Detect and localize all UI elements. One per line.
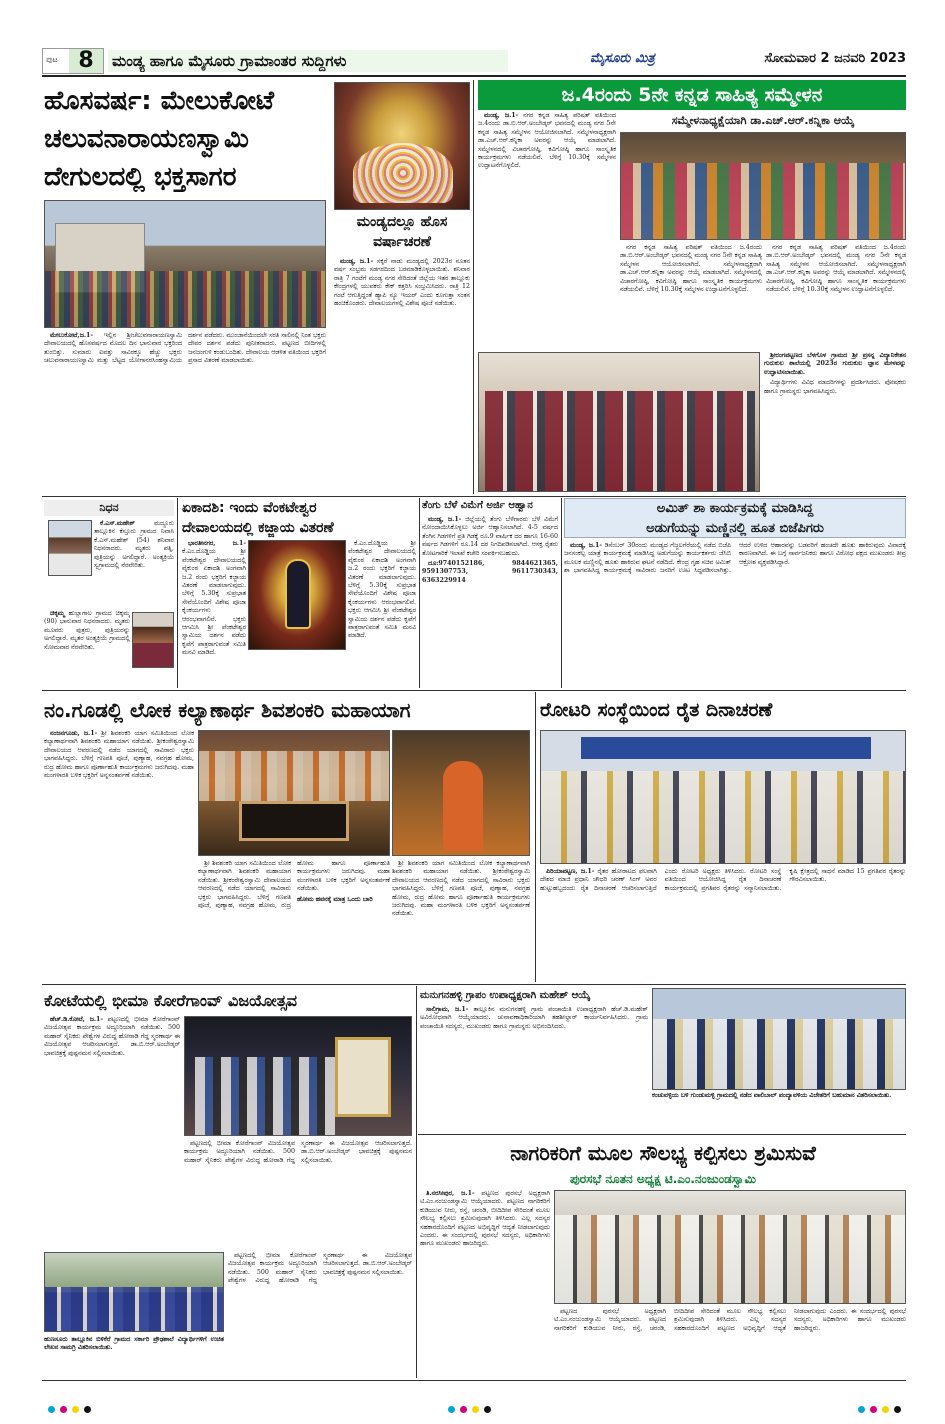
sahitya-subheadline: ಸಮ್ಮೇಳನಾಧ್ಯಕ್ಷೆಯಾಗಿ ಡಾ.ಎಚ್.ಆರ್.ಕನ್ನಿಕಾ ಆಯ್ಕೆ <box>671 114 855 127</box>
sahitya-body-cont2 <box>766 244 906 350</box>
row-rule-2 <box>42 690 906 691</box>
swamiji-figure-shape <box>443 761 483 851</box>
bhima-koregaon-body <box>44 1016 180 1248</box>
melukote-headline-line3: ದೇಗುಲದಲ್ಲಿ ಭಕ್ತಸಾಗರ <box>44 162 237 192</box>
ekadashi-headline <box>182 498 418 538</box>
sahitya-people-shape <box>621 163 906 240</box>
town-council-subheadline: ಪುರಸಭೆ ನೂತನ ಅಧ್ಯಕ್ಷ ಟಿ.ಎಂ.ನಂಜುಂಡಸ್ವಾಮಿ <box>570 1172 756 1186</box>
obituary-photo-2 <box>132 612 174 668</box>
coconut-dateline: ಮಂಡ್ಯ, ಜ.1- <box>428 516 462 523</box>
bhima-koregaon-body-3 <box>228 1252 412 1376</box>
swamiji-photo <box>392 730 530 856</box>
school-photo <box>44 1252 224 1332</box>
mandya-newyear-body <box>334 258 470 492</box>
students-shape <box>485 391 755 491</box>
town-council-photo <box>554 1190 906 1304</box>
ekadashi-body-right-text: ಕೆ.ಎಂ.ದೊಡ್ಡಿಯ ಶ್ರೀ ವೆಂಕಟೇಶ್ವರ ದೇವಾಲಯದಲ್ಲಿ ವೈಕುಂಠ ಏಕಾದಶಿ ಅಂಗವಾಗಿ ಜ.2 ರಂದು ಭಕ್ತರಿಗೆ ಕಜ್ಜಾಯ ವಿತರಣೆ ಮಾಡಲಾಗುವುದು. ಬೆಳಿಗ್ಗೆ 5.30ಕ್ಕೆ ಸುಪ್ರಭಾತ ಸೇವೆಯೊಂದಿಗೆ ವಿಶೇಷ ಪೂಜಾ ಕೈಂಕರ್ಯಗಳು ಆರಂಭವಾಗಲಿವೆ. ಭಕ್ತರು ಆಗಮಿಸಿ ಶ್ರೀ ವೆಂಕಟೇಶ್ವರ ಸ್ವಾಮಿಯ ದರ್ಶನ ಪಡೆದು ಕೃಪೆಗೆ ಪಾತ್ರರಾಗುವಂತೆ ಸಮಿತಿ ಮನವಿ ಮಾಡಿದೆ. <box>348 540 416 640</box>
portrait-frame-shape <box>335 1037 391 1117</box>
priests-shape <box>199 751 390 801</box>
shivashankari-subhead: ಹೋಮ ಹವನಕ್ಕೆ ಮಾತ್ರ ಒಂದು ಬಾರಿ <box>297 895 373 903</box>
shivashankari-body-text: ಶ್ರೀ ಶಿವಶಂಕರಿ ಯಾಗ ಸಮಿತಿಯಿಂದ ಲೋಕ ಕಲ್ಯಾಣಾರ್ಥವಾಗಿ ಶಿವಶಂಕರಿ ಮಹಾಯಾಗ ನಡೆಯಿತು. ಶ್ರೀಕಂಠೇಶ್ವರಸ್ವಾಮಿ ದೇವಾಲಯದ ಆವರಣದಲ್ಲಿ ನಡೆದ ಯಾಗದಲ್ಲಿ ಸಾವಿರಾರು ಭಕ್ತರು ಭಾಗವಹಿಸಿದ್ದರು. ಬೆಳಿಗ್ಗೆ ಗಣಪತಿ ಪೂಜೆ, ಪುಣ್ಯಾಹ, ನವಗ್ರಹ ಹೋಮ, ರುದ್ರ ಹೋಮ ಹಾಗೂ ಪೂರ್ಣಾಹುತಿ ಕಾರ್ಯಕ್ರಮಗಳು ಜರುಗಿದವು. ಮಹಾ ಮಂಗಳಾರತಿ ಬಳಿಕ ಭಕ್ತರಿಗೆ ಅನ್ನಸಂತರ್ಪಣೆ ನಡೆಯಿತು. <box>44 730 194 780</box>
sahitya-body-cont <box>620 244 762 350</box>
mandya-newyear-headline-line2: ವರ್ಷಾಚರಣೆ <box>373 234 431 250</box>
registration-dot-black-right <box>894 1406 901 1413</box>
bhima-koregaon-headline: ಕೋಟೆಯಲ್ಲಿ ಭೀಮಾ ಕೋರೆಗಾಂವ್ ವಿಜಯೋತ್ಸವ <box>44 991 298 1010</box>
amit-shah-body <box>564 542 906 688</box>
shivashankari-body-mid-text: ಶ್ರೀ ಶಿವಶಂಕರಿ ಯಾಗ ಸಮಿತಿಯಿಂದ ಲೋಕ ಕಲ್ಯಾಣಾರ್ಥವಾಗಿ ಶಿವಶಂಕರಿ ಮಹಾಯಾಗ ನಡೆಯಿತು. ಶ್ರೀಕಂಠೇಶ್ವರಸ್ವಾಮಿ ದೇವಾಲಯದ ಆವರಣದಲ್ಲಿ ನಡೆದ ಯಾಗದಲ್ಲಿ ಸಾವಿರಾರು ಭಕ್ತರು ಭಾಗವಹಿಸಿದ್ದರು. ಬೆಳಿಗ್ಗೆ ಗಣಪತಿ ಪೂಜೆ, ಪುಣ್ಯಾಹ, ನವಗ್ರಹ ಹೋಮ, ರುದ್ರ ಹೋಮ ಹಾಗೂ ಪೂರ್ಣಾಹುತಿ ಕಾರ್ಯಕ್ರಮಗಳು ಜರುಗಿದವು. ಮಹಾ ಮಂಗಳಾರತಿ ಬಳಿಕ ಭಕ್ತರಿಗೆ ಅನ್ನಸಂತರ್ಪಣೆ ನಡೆಯಿತು. <box>198 860 390 910</box>
town-council-body-2-text: ಪಟ್ಟಣದ ಪುರಸಭೆ ಅಧ್ಯಕ್ಷರಾಗಿ ಟಿ.ಎಂ.ನಂಜುಂಡಸ್ವಾಮಿ ಆಯ್ಕೆಯಾದರು. ಪಟ್ಟಣದ ನಾಗರಿಕರಿಗೆ ಕುಡಿಯುವ ನೀರು, ರಸ್ತೆ, ಚರಂಡಿ, ಬೀದಿದೀಪ ಸೇರಿದಂತೆ ಮೂಲ ಸೌಲಭ್ಯ ಕಲ್ಪಿಸಲು ಶ್ರಮಿಸುವುದಾಗಿ ತಿಳಿಸಿದರು. ಎಲ್ಲ ಸದಸ್ಯರ ಸಹಕಾರದೊಂದಿಗೆ ಪಟ್ಟಣದ ಅಭಿವೃದ್ಧಿಗೆ ಆದ್ಯತೆ ನೀಡಲಾಗುವುದು ಎಂದರು. ಈ ಸಂದರ್ಭದಲ್ಲಿ ಪುರಸಭೆ ಸದಸ್ಯರು, ಅಧಿಕಾರಿಗಳು ಹಾಗೂ ಮುಖಂಡರು ಹಾಜರಿದ್ದರು. <box>554 1308 906 1332</box>
yaga-photo <box>198 730 390 856</box>
amit-shah-dateline: ಮಂಡ್ಯ, ಜ.1- <box>570 542 603 549</box>
amit-shah-headline-line1: ಅಮಿತ್ ಶಾ ಕಾರ್ಯಕ್ರಮಕ್ಕೆ ಮಾಡಿಸಿದ್ದ <box>656 501 814 516</box>
mandya-newyear-headline-line1: ಮಂಡ್ಯದಲ್ಲೂ ಹೊಸ <box>356 214 448 230</box>
melukote-body <box>44 332 326 492</box>
registration-dot-magenta-left <box>60 1406 67 1413</box>
obituary-name-2: ಚಿಕ್ಕಮ್ಮ <box>50 610 65 617</box>
page-header <box>42 48 906 74</box>
header-rule <box>42 75 906 77</box>
bhima-koregaon-body-2 <box>184 1140 412 1248</box>
registration-dot-black-left <box>84 1406 91 1413</box>
school-caption <box>44 1336 224 1376</box>
ekadashi-body-left <box>182 540 246 688</box>
obituary-body-1: ಮದ್ದೂರು ತಾಲ್ಲೂಕಿನ ಕೆಸ್ತೂರು ಗ್ರಾಮದ ನಿವಾಸಿ ಕೆ.ಎಸ್.ಮಹೇಶ್ (54) ಶನಿವಾರ ನಿಧನರಾದರು. ಮೃತರು ಪತ್ನಿ, ಪುತ್ರಿಯನ್ನು ಅಗಲಿದ್ದಾರೆ. ಅಂತ್ಯಕ್ರಿಯೆ ಸ್ವಗ್ರಾಮದಲ್ಲಿ ನೆರವೇರಿತು. <box>94 520 174 570</box>
shivashankari-body-mid <box>198 860 390 980</box>
town-council-body-text: ಪಟ್ಟಣದ ಪುರಸಭೆ ಅಧ್ಯಕ್ಷರಾಗಿ ಟಿ.ಎಂ.ನಂಜುಂಡಸ್ವಾಮಿ ಆಯ್ಕೆಯಾದರು. ಪಟ್ಟಣದ ನಾಗರಿಕರಿಗೆ ಕುಡಿಯುವ ನೀರು, ರಸ್ತೆ, ಚರಂಡಿ, ಬೀದಿದೀಪ ಸೇರಿದಂತೆ ಮೂಲ ಸೌಲಭ್ಯ ಕಲ್ಪಿಸಲು ಶ್ರಮಿಸುವುದಾಗಿ ತಿಳಿಸಿದರು. ಎಲ್ಲ ಸದಸ್ಯರ ಸಹಕಾರದೊಂದಿಗೆ ಪಟ್ಟಣದ ಅಭಿವೃದ್ಧಿಗೆ ಆದ್ಯತೆ ನೀಡಲಾಗುವುದು ಎಂದರು. ಈ ಸಂದರ್ಭದಲ್ಲಿ ಪುರಸಭೆ ಸದಸ್ಯರು, ಅಧಿಕಾರಿಗಳು ಹಾಗೂ ಮುಖಂಡರು ಹಾಜರಿದ್ದರು. <box>420 1190 550 1248</box>
shivashankari-body-right-text: ಶ್ರೀ ಶಿವಶಂಕರಿ ಯಾಗ ಸಮಿತಿಯಿಂದ ಲೋಕ ಕಲ್ಯಾಣಾರ್ಥವಾಗಿ ಶಿವಶಂಕರಿ ಮಹಾಯಾಗ ನಡೆಯಿತು. ಶ್ರೀಕಂಠೇಶ್ವರಸ್ವಾಮಿ ದೇವಾಲಯದ ಆವರಣದಲ್ಲಿ ನಡೆದ ಯಾಗದಲ್ಲಿ ಸಾವಿರಾರು ಭಕ್ತರು ಭಾಗವಹಿಸಿದ್ದರು. ಬೆಳಿಗ್ಗೆ ಗಣಪತಿ ಪೂಜೆ, ಪುಣ್ಯಾಹ, ನವಗ್ರಹ ಹೋಮ, ರುದ್ರ ಹೋಮ ಹಾಗೂ ಪೂರ್ಣಾಹುತಿ ಕಾರ್ಯಕ್ರಮಗಳು ಜರುಗಿದವು. ಮಹಾ ಮಂಗಳಾರತಿ ಬಳಿಕ ಭಕ್ತರಿಗೆ ಅನ್ನಸಂತರ್ಪಣೆ ನಡೆಯಿತು. <box>392 860 530 918</box>
mandya-newyear-body-text: ಸಕ್ಕರೆ ನಾಡು ಮಂಡ್ಯದಲ್ಲಿ 2023ರ ನೂತನ ವರ್ಷ ಸಂಭ್ರಮ ಸಡಗರದಿಂದ ಬರಮಾಡಿಕೊಳ್ಳಲಾಯಿತು. ಶನಿವಾರ ರಾತ್ರಿ 7 ಗಂಟೆಗೆ ಮಂಡ್ಯ ನಗರ ಸೇರಿದಂತೆ ಜಿಲ್ಲೆಯ ಇತರ ತಾಲ್ಲೂಕು ಕೇಂದ್ರಗಳಲ್ಲಿ ಯುವಕರು ಕೇಕ್ ಕತ್ತರಿಸಿ ಸಂಭ್ರಮಿಸಿದರು. ರಾತ್ರಿ 12 ಗಂಟೆ ಆಗುತ್ತಿದ್ದಂತೆ ಹ್ಯಾಪಿ ನ್ಯೂ ಇಯರ್ ಎಂದು ಕೂಗುತ್ತಾ ಸಂತಸ ಹಂಚಿಕೊಂಡರು. ದೇವಾಲಯಗಳಲ್ಲಿ ವಿಶೇಷ ಪೂಜೆ ನಡೆಯಿತು. <box>334 258 470 308</box>
column-rule-6 <box>416 986 417 1378</box>
flower-garland-shape <box>353 143 453 203</box>
obituary-name-1: ಕೆ.ಎಸ್.ಮಹೇಶ್ <box>100 520 135 527</box>
rotary-body-text: ರೈತರ ಹೋರಾಟದ ಫಲವಾಗಿ ದೇಶದ ಮಾಜಿ ಪ್ರಧಾನಿ ಚೌಧರಿ ಚರಣ್ ಸಿಂಗ್ ಅವರ ಹುಟ್ಟುಹಬ್ಬದಂದು ರೈತ ದಿನಾಚರಣೆ ಆಚರಿಸಲಾಗುತ್ತಿದೆ ಎಂದು ರೋಟರಿ ಅಧ್ಯಕ್ಷರು ತಿಳಿಸಿದರು. ರೋಟರಿ ಸಂಸ್ಥೆ ವತಿಯಿಂದ ಆಯೋಜಿಸಿದ್ದ ರೈತ ದಿನಾಚರಣೆ ಕಾರ್ಯಕ್ರಮದಲ್ಲಿ ಪ್ರಗತಿಪರ ರೈತರನ್ನು ಸನ್ಮಾನಿಸಲಾಯಿತು. ಕೃಷಿ ಕ್ಷೇತ್ರದಲ್ಲಿ ಸಾಧನೆ ಮಾಡಿದ 15 ಪ್ರಗತಿಪರ ರೈತರನ್ನು ಗೌರವಿಸಲಾಯಿತು. <box>540 868 906 892</box>
amit-shah-body-text: ಡಿಸೆಂಬರ್ 30ರಂದು ಮಂಡ್ಯದ ಗೆಜ್ಜಲಗೆರೆಯಲ್ಲಿ ನಡೆದ ಬಿಜೆಪಿ ಜನಸಂಕಲ್ಪ ಯಾತ್ರೆ ಕಾರ್ಯಕ್ರಮಕ್ಕೆ ಮಾಡಿಸಿದ್ದ ಅಡುಗೆಯನ್ನು ಕಾರ್ಯಕರ್ತರು ಜೆಸಿಬಿ ಮೂಲಕ ಮಣ್ಣಿನಲ್ಲಿ ಹೂತು ಹಾಕಿರುವ ಘಟನೆ ನಡೆದಿದೆ. ಕೇಂದ್ರ ಗೃಹ ಸಚಿವ ಅಮಿತ್ ಶಾ ಭಾಗವಹಿಸಿದ್ದ ಕಾರ್ಯಕ್ರಮಕ್ಕೆ ಸಾವಿರಾರು ಜನರಿಗೆ ಊಟ ಸಿದ್ಧಪಡಿಸಲಾಗಿತ್ತು. ಆದರೆ ಉಳಿದ ಆಹಾರವನ್ನು ಬಡವರಿಗೆ ಹಂಚದೇ ಹೂತು ಹಾಕಿರುವುದು ವಿವಾದಕ್ಕೆ ಕಾರಣವಾಗಿದೆ. ಈ ಬಗ್ಗೆ ಸಾರ್ವಜನಿಕರು ಹಾಗೂ ವಿರೋಧ ಪಕ್ಷದ ಮುಖಂಡರು ತೀವ್ರ ಆಕ್ರೋಶ ವ್ಯಕ್ತಪಡಿಸಿದ್ದಾರೆ. <box>564 542 906 575</box>
registration-dot-magenta-right <box>870 1406 877 1413</box>
volleyball-photo <box>652 988 906 1090</box>
coconut-body-text: ಜಿಲ್ಲೆಯಲ್ಲಿ ತೆಂಗು ಬೆಳೆಗಾರರು ಬೆಳೆ ವಿಮೆಗೆ ನೋಂದಾಯಿಸಿಕೊಳ್ಳಲು ಅರ್ಜಿ ಆಹ್ವಾನಿಸಲಾಗಿದೆ. 4-5 ವರ್ಷದ ತೆಂಗಿನ ಗಿಡಗಳಿಗೆ ಪ್ರತಿ ಗಿಡಕ್ಕೆ ರೂ.9 ವಾರ್ಷಿಕ ದರ ಹಾಗೂ 16-60 ವರ್ಷದ ಗಿಡಗಳಿಗೆ ರೂ.14 ದರ ನಿಗದಿಪಡಿಸಲಾಗಿದೆ. ಆಸಕ್ತ ರೈತರು ತೋಟಗಾರಿಕೆ ಇಲಾಖೆ ಕಚೇರಿ ಸಂಪರ್ಕಿಸಬಹುದು. <box>422 516 558 557</box>
volleyball-caption-text: ಕಂಚುವಳ್ಳಿಯ ಬಳಿ ಗುಂಡುಮಳ್ಳಿ ಗ್ರಾಮದಲ್ಲಿ ನಡೆದ ವಾಲಿಬಾಲ್ ಪಂದ್ಯಾವಳಿಯ ವಿಜೇತರಿಗೆ ಬಹುಮಾನ ವಿತರಿಸಲಾಯಿತು. <box>652 1092 892 1099</box>
manugonahalli-dateline: ಸಾಲಿಗ್ರಾಮ, ಜ.1- <box>426 1006 469 1013</box>
farmers-shape <box>541 771 906 864</box>
bhima-koregaon-body-2-text: ಪಟ್ಟಣದಲ್ಲಿ ಭೀಮಾ ಕೋರೆಗಾಂವ್ ವಿಜಯೋತ್ಸವ ಕಾರ್ಯಕ್ರಮ ಅದ್ದೂರಿಯಾಗಿ ನಡೆಯಿತು. 500 ಮಹಾರ್ ಸೈನಿಕರು ಪೇಶ್ವೆಗಳ ವಿರುದ್ಧ ಹೋರಾಡಿ ಗೆದ್ದ ಸ್ಮರಣಾರ್ಥ ಈ ವಿಜಯೋತ್ಸವ ಆಚರಿಸಲಾಗುತ್ತದೆ. ಡಾ.ಬಿ.ಆರ್.ಅಂಬೇಡ್ಕರ್ ಭಾವಚಿತ್ರಕ್ಕೆ ಪುಷ್ಪನಮನ ಸಲ್ಲಿಸಲಾಯಿತು. <box>184 1140 412 1164</box>
coconut-body <box>422 516 558 688</box>
column-rule-2 <box>177 498 178 688</box>
players-shape <box>653 1019 906 1090</box>
rotary-banner-shape <box>581 737 871 759</box>
melukote-body-text: ಇಲ್ಲಿನ ಶ್ರೀಚೆಲುವನಾರಾಯಣಸ್ವಾಮಿ ದೇವಾಲಯದಲ್ಲಿ ಹೊಸವರ್ಷದ ಮೊದಲ ದಿನ ಭಾನುವಾರ ಭಕ್ತರಿಂದ ತುಂಬಿತ್ತು. ಸುಮಾರು ಐವತ್ತು ಸಾವಿರಕ್ಕೂ ಹೆಚ್ಚು ಭಕ್ತರು ಚಲುವನಾರಾಯಣಸ್ವಾಮಿ ಮತ್ತು ಬೆಟ್ಟದ ಯೋಗಾನರಸಿಂಹಸ್ವಾಮಿಯ ದರ್ಶನ ಪಡೆದರು. ಮುಂಜಾನೆಯಿಂದಲೇ ಸರತಿ ಸಾಲಿನಲ್ಲಿ ನಿಂತ ಭಕ್ತರು ದೇವರ ದರ್ಶನ ಪಡೆದು ಪುನೀತರಾದರು. ಪಟ್ಟಣದ ಬೀದಿಗಳಲ್ಲಿ ಜನಜಂಗುಳಿ ಕಂಡುಬಂದಿತು. ದೇವಾಲಯ ಆಡಳಿತ ವತಿಯಿಂದ ಭಕ್ತರಿಗೆ ಪ್ರಸಾದ ವಿತರಣೆ ಮಾಡಲಾಯಿತು. <box>44 332 326 365</box>
column-rule-3 <box>419 498 420 688</box>
page-number: 8 <box>69 48 103 74</box>
school-caption-text: ಹುಣಸೂರು ತಾಲ್ಲೂಕಿನ ಬಿಳಿಕೆರೆ ಗ್ರಾಮದ ಸರ್ಕಾರಿ ಪ್ರೌಢಶಾಲೆ ವಿದ್ಯಾರ್ಥಿಗಳಿಗೆ ಉಚಿತ ಲೇಖನ ಸಾಮಗ್ರಿ ವಿತರಿಸಲಾಯಿತು. <box>44 1336 224 1352</box>
gurukula-photo <box>478 352 760 492</box>
fire-pit-shape <box>239 801 349 841</box>
manugonahalli-body-text: ತಾಲ್ಲೂಕಿನ ಮನುಗನಹಳ್ಳಿ ಗ್ರಾಮ ಪಂಚಾಯಿತಿ ಉಪಾಧ್ಯಕ್ಷರಾಗಿ ಹೆಚ್.ಡಿ.ಮಹೇಶ್ ಅವಿರೋಧವಾಗಿ ಆಯ್ಕೆಯಾದರು. ಚುನಾವಣಾಧಿಕಾರಿಯಾಗಿ ತಹಶೀಲ್ದಾರ್ ಕಾರ್ಯನಿರ್ವಹಿಸಿದರು. ಗ್ರಾಮ ಪಂಚಾಯಿತಿ ಸದಸ್ಯರು, ಮುಖಂಡರು ಹಾಗೂ ಗ್ರಾಮಸ್ಥರು ಅಭಿನಂದಿಸಿದರು. <box>420 1006 648 1030</box>
column-rule-5 <box>535 692 536 982</box>
guests-shape <box>195 1057 335 1136</box>
registration-dot-yellow-left <box>72 1406 79 1413</box>
registration-dot-magenta-mid <box>460 1406 467 1413</box>
page-number-badge <box>42 48 104 74</box>
manugonahalli-body <box>420 1006 648 1132</box>
shivashankari-body-right <box>392 860 530 980</box>
deity-figure-shape <box>285 559 311 629</box>
sahitya-group-photo <box>620 132 906 240</box>
registration-dot-cyan-right <box>858 1406 865 1413</box>
ekadashi-body-right <box>348 540 416 688</box>
councillors-shape <box>555 1215 906 1304</box>
obituary-2 <box>44 610 130 688</box>
rotary-photo <box>540 730 906 864</box>
issue-date: ಸೋಮವಾರ 2 ಜನವರಿ 2023 <box>764 51 906 66</box>
obituary-heading: ನಿಧನ <box>44 500 174 516</box>
srirangapatna-caption <box>764 352 906 492</box>
sahitya-dateline: ಮಂಡ್ಯ, ಜ.1- <box>484 112 519 119</box>
masthead: ಮೈಸೂರು ಮಿತ್ರ <box>590 51 655 66</box>
registration-dot-cyan-mid <box>448 1406 455 1413</box>
melukote-headline-line1: ಹೊಸವರ್ಷ: ಮೇಲುಕೋಟೆ <box>44 86 274 116</box>
volleyball-caption <box>652 1092 906 1132</box>
registration-dot-yellow-right <box>882 1406 889 1413</box>
amit-shah-headline-box <box>564 498 906 538</box>
manugonahalli-headline: ಮನುಗನಹಳ್ಳಿ ಗ್ರಾಪಂ ಉಪಾಧ್ಯಕ್ಷರಾಗಿ ಮಹೇಶ್ ಆಯ್ಕೆ <box>420 990 591 1001</box>
bhima-koregaon-body-text: ಪಟ್ಟಣದಲ್ಲಿ ಭೀಮಾ ಕೋರೆಗಾಂವ್ ವಿಜಯೋತ್ಸವ ಕಾರ್ಯಕ್ರಮ ಅದ್ದೂರಿಯಾಗಿ ನಡೆಯಿತು. 500 ಮಹಾರ್ ಸೈನಿಕರು ಪೇಶ್ವೆಗಳ ವಿರುದ್ಧ ಹೋರಾಡಿ ಗೆದ್ದ ಸ್ಮರಣಾರ್ಥ ಈ ವಿಜಯೋತ್ಸವ ಆಚರಿಸಲಾಗುತ್ತದೆ. ಡಾ.ಬಿ.ಆರ್.ಅಂಬೇಡ್ಕರ್ ಭಾವಚಿತ್ರಕ್ಕೆ ಪುಷ್ಪನಮನ ಸಲ್ಲಿಸಲಾಯಿತು. <box>44 1016 180 1057</box>
obituary-1 <box>94 520 174 610</box>
koregaon-event-photo <box>184 1016 412 1136</box>
shivashankari-body-left <box>44 730 194 980</box>
crowd-shape <box>45 271 326 328</box>
amit-shah-headline-line2: ಅಡುಗೆಯನ್ನು ಮಣ್ಣಿನಲ್ಲಿ ಹೂತ ಬಿಜೆಪಿಗರು <box>646 521 824 536</box>
sahitya-body-text: ನಗರ ಕನ್ನಡ ಸಾಹಿತ್ಯ ಪರಿಷತ್ ವತಿಯಿಂದ ಜ.4ರಂದು ಡಾ.ಬಿ.ಆರ್.ಅಂಬೇಡ್ಕರ್ ಭವನದಲ್ಲಿ ಮಂಡ್ಯ ನಗರ 5ನೇ ಕನ್ನಡ ಸಾಹಿತ್ಯ ಸಮ್ಮೇಳನ ಆಯೋಜಿಸಲಾಗಿದೆ. ಸಮ್ಮೇಳನಾಧ್ಯಕ್ಷರಾಗಿ ಡಾ.ಎಚ್.ಆರ್.ಕನ್ನಿಕಾ ಅವರನ್ನು ಆಯ್ಕೆ ಮಾಡಲಾಗಿದೆ. ಸಮ್ಮೇಳನದಲ್ಲಿ ವಿಚಾರಗೋಷ್ಠಿ, ಕವಿಗೋಷ್ಠಿ ಹಾಗೂ ಸಾಂಸ್ಕೃತಿಕ ಕಾರ್ಯಕ್ರಮಗಳು ನಡೆಯಲಿವೆ. ಬೆಳಿಗ್ಗೆ 10.30ಕ್ಕೆ ಸಮ್ಮೇಳನ ಉದ್ಘಾಟನೆಗೊಳ್ಳಲಿದೆ. <box>478 112 616 170</box>
melukote-headline-line2: ಚಲುವನಾರಾಯಣಸ್ವಾಮಿ <box>44 124 249 154</box>
srirangapatna-body-text: ವಿದ್ಯಾರ್ಥಿಗಳು ವಿವಿಧ ಮಾದರಿಗಳನ್ನು ಪ್ರದರ್ಶಿಸಿದರು. ಪೋಷಕರು ಹಾಗೂ ಗ್ರಾಮಸ್ಥರು ಭಾಗವಹಿಸಿದ್ದರು. <box>764 379 906 395</box>
venkateshwara-photo <box>248 540 346 650</box>
coconut-phones: ದೂ:9740152186, 9844621365, 9591307753, 9611730343, 6363229914 <box>422 560 558 584</box>
shivashankari-headline: ನಂ.ಗೂಡಲ್ಲಿ ಲೋಕ ಕಲ್ಯಾಣಾರ್ಥ ಶಿವಶಂಕರಿ ಮಹಾಯಾಗ <box>44 698 411 722</box>
ekadashi-headline-line2: ದೇವಾಲಯದಲ್ಲಿ ಕಜ್ಜಾಯ ವಿತರಣೆ <box>182 520 334 536</box>
srirangapatna-caption-text: ಶ್ರೀರಂಗಪಟ್ಟಣದ ಬೆಳಗೊಳ ಗ್ರಾಮದ ಶ್ರೀ ಪ್ರಸನ್ನ ವಿದ್ಯಾನಿಕೇತನ ಗುರುಕುಲ ಶಾಲೆಯಲ್ಲಿ 2023ರ ಗುರುಕುಲ ಜ್ಞಾನ ಮೇಳವನ್ನು ಉದ್ಘಾಟಿಸಲಾಯಿತು. <box>764 352 906 376</box>
students-row-shape <box>45 1287 224 1332</box>
rotary-dateline: ಪಿರಿಯಾಪಟ್ಟಣ, ಜ.1- <box>546 868 595 875</box>
mandya-newyear-dateline: ಮಂಡ್ಯ, ಜ.1- <box>340 258 374 265</box>
ekadashi-dateline: ಭಾರತೀನಗರ, ಜ.1- <box>188 540 246 547</box>
shivashankari-dateline: ನಂಜನಗೂಡು, ಜ.1- <box>50 730 98 737</box>
bhima-koregaon-body-3-text: ಪಟ್ಟಣದಲ್ಲಿ ಭೀಮಾ ಕೋರೆಗಾಂವ್ ವಿಜಯೋತ್ಸವ ಕಾರ್ಯಕ್ರಮ ಅದ್ದೂರಿಯಾಗಿ ನಡೆಯಿತು. 500 ಮಹಾರ್ ಸೈನಿಕರು ಪೇಶ್ವೆಗಳ ವಿರುದ್ಧ ಹೋರಾಡಿ ಗೆದ್ದ ಸ್ಮರಣಾರ್ಥ ಈ ವಿಜಯೋತ್ಸವ ಆಚರಿಸಲಾಗುತ್ತದೆ. ಡಾ.ಬಿ.ಆರ್.ಅಂಬೇಡ್ಕರ್ ಭಾವಚಿತ್ರಕ್ಕೆ ಪುಷ್ಪನಮನ ಸಲ್ಲಿಸಲಾಯಿತು. <box>228 1252 412 1285</box>
rotary-headline: ರೋಟರಿ ಸಂಸ್ಥೆಯಿಂದ ರೈತ ದಿನಾಚರಣೆ <box>540 699 773 721</box>
registration-dot-yellow-mid <box>472 1406 479 1413</box>
ekadashi-body-text: ಕೆ.ಎಂ.ದೊಡ್ಡಿಯ ಶ್ರೀ ವೆಂಕಟೇಶ್ವರ ದೇವಾಲಯದಲ್ಲಿ ವೈಕುಂಠ ಏಕಾದಶಿ ಅಂಗವಾಗಿ ಜ.2 ರಂದು ಭಕ್ತರಿಗೆ ಕಜ್ಜಾಯ ವಿತರಣೆ ಮಾಡಲಾಗುವುದು. ಬೆಳಿಗ್ಗೆ 5.30ಕ್ಕೆ ಸುಪ್ರಭಾತ ಸೇವೆಯೊಂದಿಗೆ ವಿಶೇಷ ಪೂಜಾ ಕೈಂಕರ್ಯಗಳು ಆರಂಭವಾಗಲಿವೆ. ಭಕ್ತರು ಆಗಮಿಸಿ ಶ್ರೀ ವೆಂಕಟೇಶ್ವರ ಸ್ವಾಮಿಯ ದರ್ಶನ ಪಡೆದು ಕೃಪೆಗೆ ಪಾತ್ರರಾಗುವಂತೆ ಸಮಿತಿ ಮನವಿ ಮಾಡಿದೆ. <box>182 548 246 657</box>
melukote-crowd-photo <box>44 200 326 328</box>
obituary-photo-1 <box>48 520 92 576</box>
ekadashi-headline-line1: ಏಕಾದಶಿ: ಇಂದು ವೆಂಕಟೇಶ್ವರ <box>182 500 317 516</box>
obituary-body-2: ಹುಲ್ಲಾಗಾಲ ಗ್ರಾಮದ ಚಿಕ್ಕಮ್ಮ (90) ಭಾನುವಾರ ನಿಧನರಾದರು. ಮೃತರು ಮೂವರು ಪುತ್ರರು, ಪುತ್ರಿಯರನ್ನು ಅಗಲಿದ್ದಾರೆ. ಮೃತರ ಅಂತ್ಯಕ್ರಿಯೆ ಗ್ರಾಮದಲ್ಲಿ ಸೋಮವಾರ ನೆರವೇರಿತು. <box>44 610 130 651</box>
sahitya-body-cont-text: ನಗರ ಕನ್ನಡ ಸಾಹಿತ್ಯ ಪರಿಷತ್ ವತಿಯಿಂದ ಜ.4ರಂದು ಡಾ.ಬಿ.ಆರ್.ಅಂಬೇಡ್ಕರ್ ಭವನದಲ್ಲಿ ಮಂಡ್ಯ ನಗರ 5ನೇ ಕನ್ನಡ ಸಾಹಿತ್ಯ ಸಮ್ಮೇಳನ ಆಯೋಜಿಸಲಾಗಿದೆ. ಸಮ್ಮೇಳನಾಧ್ಯಕ್ಷರಾಗಿ ಡಾ.ಎಚ್.ಆರ್.ಕನ್ನಿಕಾ ಅವರನ್ನು ಆಯ್ಕೆ ಮಾಡಲಾಗಿದೆ. ಸಮ್ಮೇಳನದಲ್ಲಿ ವಿಚಾರಗೋಷ್ಠಿ, ಕವಿಗೋಷ್ಠಿ ಹಾಗೂ ಸಾಂಸ್ಕೃತಿಕ ಕಾರ್ಯಕ್ರಮಗಳು ನಡೆಯಲಿವೆ. ಬೆಳಿಗ್ಗೆ 10.30ಕ್ಕೆ ಸಮ್ಮೇಳನ ಉದ್ಘಾಟನೆಗೊಳ್ಳಲಿದೆ. <box>620 244 762 294</box>
deity-photo <box>334 82 470 210</box>
registration-dot-black-mid <box>484 1406 491 1413</box>
town-council-body-1 <box>420 1190 550 1376</box>
town-council-headline: ನಾಗರಿಕರಿಗೆ ಮೂಲ ಸೌಲಭ್ಯ ಕಲ್ಪಿಸಲು ಶ್ರಮಿಸುವೆ <box>510 1141 816 1165</box>
sahitya-body-cont2-text: ನಗರ ಕನ್ನಡ ಸಾಹಿತ್ಯ ಪರಿಷತ್ ವತಿಯಿಂದ ಜ.4ರಂದು ಡಾ.ಬಿ.ಆರ್.ಅಂಬೇಡ್ಕರ್ ಭವನದಲ್ಲಿ ಮಂಡ್ಯ ನಗರ 5ನೇ ಕನ್ನಡ ಸಾಹಿತ್ಯ ಸಮ್ಮೇಳನ ಆಯೋಜಿಸಲಾಗಿದೆ. ಸಮ್ಮೇಳನಾಧ್ಯಕ್ಷರಾಗಿ ಡಾ.ಎಚ್.ಆರ್.ಕನ್ನಿಕಾ ಅವರನ್ನು ಆಯ್ಕೆ ಮಾಡಲಾಗಿದೆ. ಸಮ್ಮೇಳನದಲ್ಲಿ ವಿಚಾರಗೋಷ್ಠಿ, ಕವಿಗೋಷ್ಠಿ ಹಾಗೂ ಸಾಂಸ್ಕೃತಿಕ ಕಾರ್ಯಕ್ರಮಗಳು ನಡೆಯಲಿವೆ. ಬೆಳಿಗ್ಗೆ 10.30ಕ್ಕೆ ಸಮ್ಮೇಳನ ಉದ್ಘಾಟನೆಗೊಳ್ಳಲಿದೆ. <box>766 244 906 294</box>
town-council-dateline: ತಿ.ನರಸೀಪುರ, ಜ.1- <box>426 1190 475 1197</box>
rotary-body <box>540 868 906 980</box>
section-title: ಮಂಡ್ಯ ಹಾಗೂ ಮೈಸೂರು ಗ್ರಾಮಾಂತರ ಸುದ್ದಿಗಳು <box>108 50 508 72</box>
registration-dot-cyan-left <box>48 1406 55 1413</box>
row-rule-3 <box>42 984 906 985</box>
bhima-koregaon-dateline: ಹೆಚ್.ಡಿ.ಕೋಟೆ, ಜ.1- <box>50 1016 104 1023</box>
page-label: ಪುಟ <box>46 55 58 64</box>
town-council-body-2 <box>554 1308 906 1376</box>
melukote-headline <box>44 82 330 198</box>
column-rule-1 <box>473 80 474 494</box>
melukote-dateline: ಮೇಲುಕೋಟೆ,ಜ.1- <box>50 332 94 339</box>
coconut-headline: ತೆಂಗು ಬೆಳೆ ವಿಮೆಗೆ ಅರ್ಜಿ ಆಹ್ವಾನ <box>422 500 533 511</box>
row-rule-4 <box>418 1134 906 1135</box>
sahitya-headline: ಜ.4ರಂದು 5ನೇ ಕನ್ನಡ ಸಾಹಿತ್ಯ ಸಮ್ಮೇಳನ <box>478 80 906 110</box>
column-rule-4 <box>561 498 562 688</box>
sahitya-body <box>478 112 616 348</box>
mandya-newyear-headline <box>334 212 470 254</box>
row-rule-1 <box>42 496 906 497</box>
footer-rule <box>42 1380 906 1381</box>
